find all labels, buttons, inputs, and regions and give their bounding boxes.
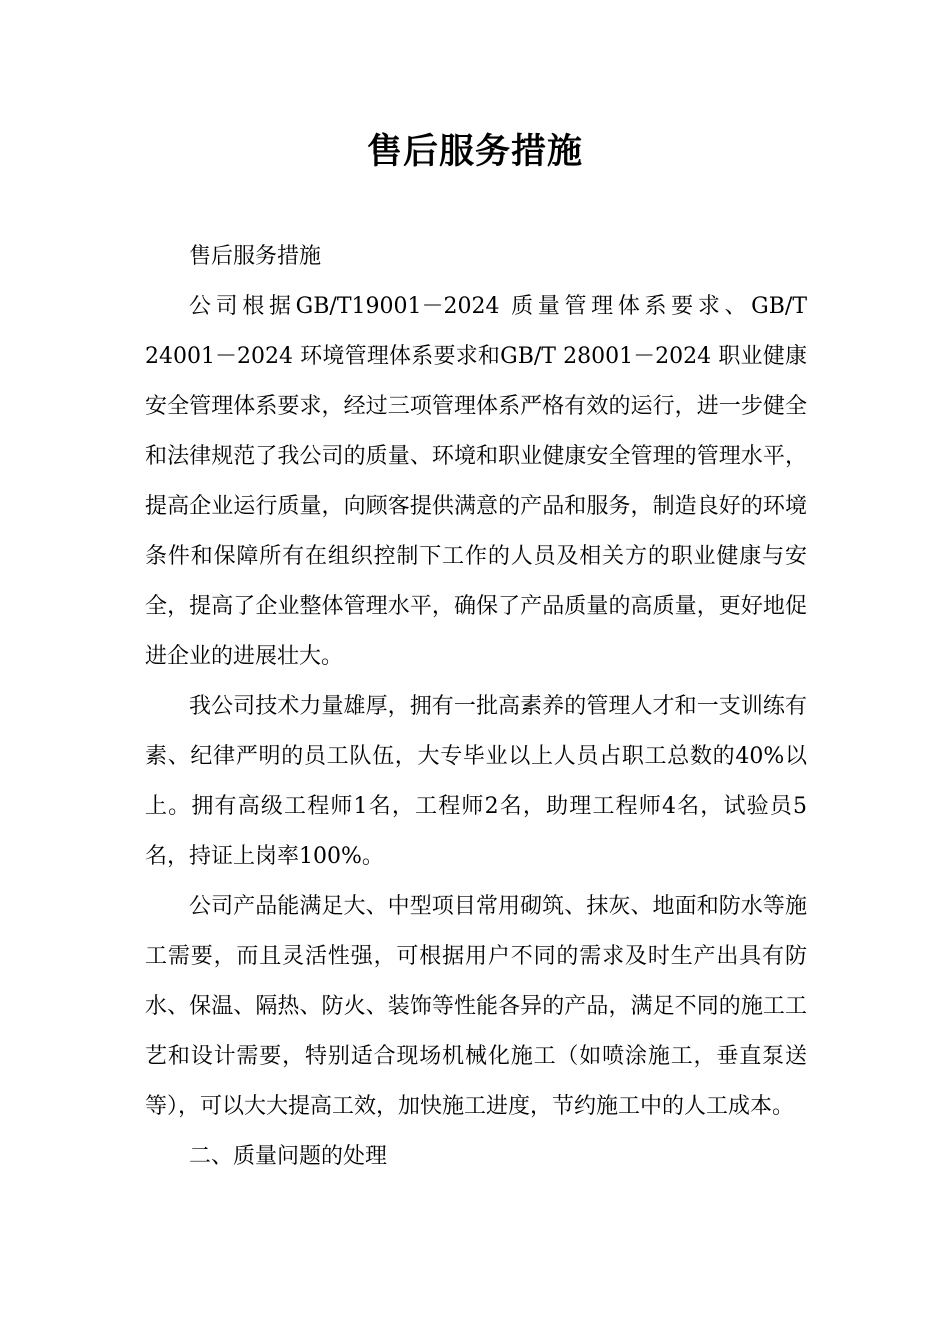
paragraph-product-capability: 公司产品能满足大、中型项目常用砌筑、抹灰、地面和防水等施工需要，而且灵活性强，可根据用户不同的需求及时生产出具有防水、保温、隔热、防火、装饰等性能各异的产品，满足不同的施工工艺和设计需要，特别适合现场机械化施工（如喷涂施工，垂直泵送等），可以大大提高工效，加快施工进度，节约施工中的人工成本。: [145, 894, 807, 1119]
section-label: 售后服务措施: [189, 244, 322, 269]
paragraph-technical-staff: 我公司技术力量雄厚，拥有一批高素养的管理人才和一支训练有素、纪律严明的员工队伍，大专毕业以上人员占职工总数的40%以上。拥有高级工程师1名，工程师2名，助理工程师4名，试验员5名，持证上岗率100%。: [145, 694, 807, 869]
document-body: [145, 232, 807, 1182]
paragraph-management-systems: 公司根据GB/T19001－2024 质量管理体系要求、GB/T 24001－2024 环境管理体系要求和GB/T 28001－2024 职业健康安全管理体系要求，经过三项管理体系严格有效的运行，进一步健全和法律规范了我公司的质量、环境和职业健康安全管理的管理水平，提高企业运行质量，向顾客提供满意的产品和服务，制造良好的环境条件和保障所有在组织控制下工作的人员及相关方的职业健康与安全，提高了企业整体管理水平，确保了产品质量的高质量，更好地促进企业的进展壮大。: [145, 294, 807, 669]
document-title: 售后服务措施: [366, 132, 583, 172]
section-heading-quality-issues: 二、质量问题的处理: [189, 1144, 388, 1169]
